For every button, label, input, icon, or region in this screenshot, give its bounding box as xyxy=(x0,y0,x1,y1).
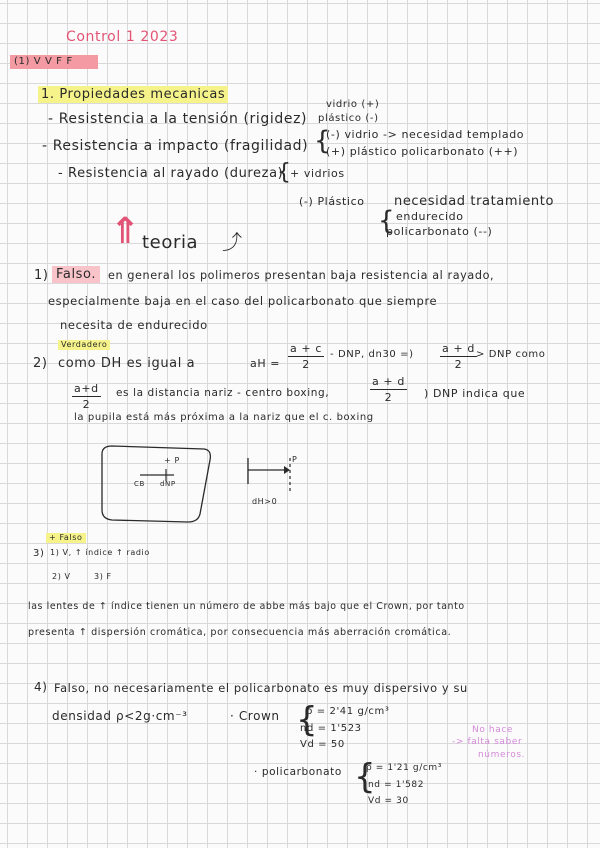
answer3-number: 3) xyxy=(33,548,45,559)
polycarbonate-density: ρ = 1'21 g/cm³ xyxy=(366,763,442,773)
note-line3: números. xyxy=(478,750,526,760)
polycarbonate-brace: { xyxy=(354,757,376,797)
formula-dh-lhs: aH = xyxy=(250,357,281,370)
fraction-numerator: a + c xyxy=(290,342,322,355)
formula-dnp-rest: > DNP como xyxy=(476,349,546,360)
treatment-brace: { xyxy=(378,206,395,236)
fraction-numerator: a + d xyxy=(442,342,475,355)
fraction-denominator: 2 xyxy=(384,391,393,404)
answer4-line2: densidad ρ<2g·cm⁻³ xyxy=(52,709,188,723)
traction-option-glass: vidrio (+) xyxy=(326,99,380,110)
impact-option-plastic: (+) plástico policarbonato (++) xyxy=(326,145,519,158)
traction-label: - Resistencia a la tensión (rigidez) xyxy=(48,111,308,127)
crown-brace: { xyxy=(296,700,318,740)
scratch-label: - Resistencia al rayado (dureza) xyxy=(58,166,284,181)
formula-dh-rest: - DNP, dn30 =) xyxy=(330,349,414,360)
crown-density: ρ = 2'41 g/cm³ xyxy=(306,706,390,717)
page-title: Control 1 2023 xyxy=(66,29,179,45)
hardened-label: endurecido xyxy=(396,210,464,223)
diagram-p-label: P xyxy=(292,455,298,464)
boxing-fraction xyxy=(72,383,101,410)
section-heading: 1. Propiedades mecanicas xyxy=(38,86,228,103)
fraction-denominator: 2 xyxy=(454,358,463,371)
diagram-pupil-label: + P xyxy=(164,456,180,465)
answer1-line1: en general los polimeros presentan baja resistencia al rayado, xyxy=(108,269,495,282)
answer-key-tag: (1) V V F F xyxy=(10,55,98,69)
scratch-brace: { xyxy=(277,160,291,185)
impact-brace: { xyxy=(314,126,331,156)
boxing-fraction-2 xyxy=(370,376,407,403)
frame-outline xyxy=(102,446,210,522)
crown-abbe: Vd = 50 xyxy=(300,739,345,750)
diagram-dh-label: dH>0 xyxy=(252,497,278,506)
fraction-denominator: 2 xyxy=(302,358,310,371)
answer3-paragraph2: presenta ↑ dispersión cromática, por consecuencia más aberración cromática. xyxy=(28,627,452,638)
formula-dh-fraction xyxy=(288,343,324,370)
impact-label: - Resistencia a impacto (fragilidad) xyxy=(42,138,309,154)
frame-diagram xyxy=(96,440,316,530)
fraction-denominator: 2 xyxy=(82,398,91,411)
fraction-numerator: a + d xyxy=(372,375,405,388)
polycarbonate-label: · policarbonato xyxy=(254,766,342,778)
traction-option-plastic: plástico (-) xyxy=(318,113,379,124)
up-arrow-icon: ⇑ xyxy=(110,211,141,252)
answer3-line1: 1) V, ↑ índice ↑ radio xyxy=(50,548,150,557)
answer4-line1: Falso, no necesariamente el policarbonato es muy dispersivo y su xyxy=(54,681,468,695)
scratch-option-plastic: (-) Plástico xyxy=(299,195,365,208)
answer1-verdict: Falso. xyxy=(52,266,100,283)
crown-label: · Crown xyxy=(230,709,280,723)
note-line2: -> falta saber xyxy=(452,737,523,747)
polycarbonate-rating: policarbonato (--) xyxy=(386,225,493,238)
answer1-number: 1) xyxy=(34,268,49,283)
impact-option-glass: (-) vidrio -> necesidad templado xyxy=(326,128,525,141)
diagram-dnp-label: dNP xyxy=(160,480,176,488)
fraction-numerator: a+d xyxy=(74,382,99,395)
answer2-line3: la pupila está más próxima a la nariz que el c. boxing xyxy=(74,412,374,423)
hook-arrow-icon: ⤴ xyxy=(222,230,242,254)
diagram-cb-label: CB xyxy=(134,480,145,488)
crown-index: nd = 1'523 xyxy=(300,723,362,734)
boxing-distance-text: es la distancia nariz - centro boxing, xyxy=(116,387,330,399)
note-line1: No hace xyxy=(472,725,514,735)
answer3-line2b: 3) F xyxy=(94,572,112,581)
arrow-head-icon xyxy=(284,466,290,474)
answer2-intro: como DH es igual a xyxy=(58,356,196,371)
dnp-indicates-text: ) DNP indica que xyxy=(424,387,526,400)
scratch-option-glass: + vidrios xyxy=(290,167,345,180)
theory-label: teoria xyxy=(142,232,199,253)
answer1-line2: especialmente baja en el caso del policarbonato que siempre xyxy=(48,294,438,308)
answer4-number: 4) xyxy=(34,680,48,694)
scratch-need-treatment: necesidad tratamiento xyxy=(394,194,555,209)
answer2-number: 2) xyxy=(33,356,48,371)
answer2-verdict-badge: Verdadero xyxy=(58,340,110,350)
answer3-verdict-badge: + Falso xyxy=(46,533,86,543)
answer1-line3: necesita de endurecido xyxy=(60,318,208,332)
answer3-paragraph1: las lentes de ↑ índice tienen un número de abbe más bajo que el Crown, por tanto xyxy=(28,601,465,612)
formula-dnp-fraction xyxy=(440,343,477,370)
polycarbonate-abbe: Vd = 30 xyxy=(368,796,409,806)
polycarbonate-index: nd = 1'582 xyxy=(368,780,425,790)
answer3-line2a: 2) V xyxy=(52,572,71,581)
